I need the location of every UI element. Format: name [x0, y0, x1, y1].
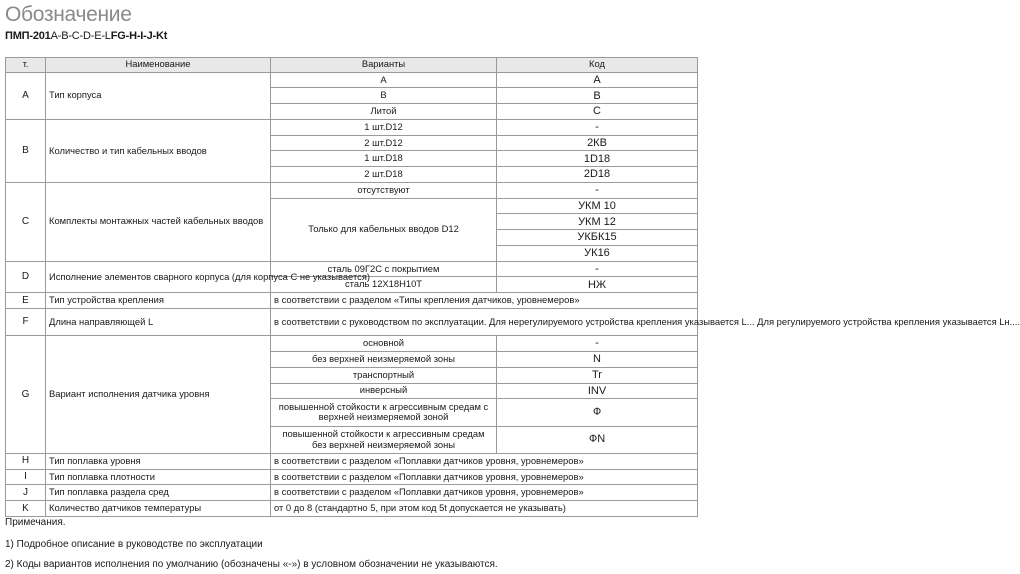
code-cell: INV	[497, 383, 698, 399]
code-cell: -	[497, 119, 698, 135]
variant-cell: без верхней неизмеряемой зоны	[271, 352, 497, 368]
notes-heading: Примечания.	[5, 517, 66, 528]
code-suffix: FG-H-I-J-Kt	[110, 30, 168, 42]
row-letter: I	[6, 469, 46, 485]
row-name: Количество и тип кабельных вводов	[46, 119, 271, 182]
header-t: т.	[6, 58, 46, 73]
code-cell: УКБК15	[497, 230, 698, 246]
table-row	[6, 453, 698, 469]
variant-cell: в соответствии с руководством по эксплуатации. Для нерегулируемого устройства крепления указывается L... Для регулируемого устройства крепления указывается Lн....	[271, 308, 698, 335]
variant-cell: в соответствии с разделом «Типы крепления датчиков, уровнемеров»	[271, 293, 698, 309]
row-letter: C	[6, 182, 46, 261]
code-cell: Ф	[497, 399, 698, 426]
note-item: 1) Подробное описание в руководстве по эксплуатации	[5, 539, 263, 550]
code-cell: УК16	[497, 245, 698, 261]
row-name: Тип поплавка плотности	[46, 469, 271, 485]
row-name: Комплекты монтажных частей кабельных вводов	[46, 182, 271, 261]
table-row	[6, 182, 698, 198]
table-row	[6, 485, 698, 501]
variant-cell: инверсный	[271, 383, 497, 399]
code-cell: 2КВ	[497, 135, 698, 151]
row-letter: K	[6, 501, 46, 517]
row-name: Тип корпуса	[46, 72, 271, 119]
code-cell: -	[497, 336, 698, 352]
header-variants: Варианты	[271, 58, 497, 73]
page-title: Обозначение	[5, 3, 132, 26]
variant-cell: повышенной стойкости к агрессивным средам без верхней неизмеряемой зоны	[271, 426, 497, 453]
row-name: Количество датчиков температуры	[46, 501, 271, 517]
variant-cell: A	[271, 72, 497, 88]
code-middle: A-B-C-D-E-L	[50, 30, 111, 42]
variant-cell: в соответствии с разделом «Поплавки датчиков уровня, уровнемеров»	[271, 453, 698, 469]
row-letter: A	[6, 72, 46, 119]
row-letter: G	[6, 336, 46, 454]
table-row	[6, 72, 698, 88]
row-name: Длина направляющей L	[46, 308, 271, 335]
variant-cell: основной	[271, 336, 497, 352]
variant-cell: отсутствуют	[271, 182, 497, 198]
code-cell: НЖ	[497, 277, 698, 293]
row-name: Тип поплавка уровня	[46, 453, 271, 469]
code-cell: N	[497, 352, 698, 368]
code-cell: 1D18	[497, 151, 698, 167]
header-name: Наименование	[46, 58, 271, 73]
variant-cell: Только для кабельных вводов D12	[271, 198, 497, 261]
code-cell: A	[497, 72, 698, 88]
code-prefix: ПМП-201	[5, 30, 51, 42]
variant-cell: в соответствии с разделом «Поплавки датчиков уровня, уровнемеров»	[271, 469, 698, 485]
row-name: Тип устройства крепления	[46, 293, 271, 309]
table-row	[6, 293, 698, 309]
variant-cell: повышенной стойкости к агрессивным средам с верхней неизмеряемой зоной	[271, 399, 497, 426]
code-cell: ФN	[497, 426, 698, 453]
row-letter: J	[6, 485, 46, 501]
variant-cell: 1 шт.D18	[271, 151, 497, 167]
variant-cell: 1 шт.D12	[271, 119, 497, 135]
variant-cell: сталь 09Г2С с покрытием	[271, 261, 497, 277]
row-name: Вариант исполнения датчика уровня	[46, 336, 271, 454]
variant-cell: от 0 до 8 (стандартно 5, при этом код 5t допускается не указывать)	[271, 501, 698, 517]
row-name: Тип поплавка раздела сред	[46, 485, 271, 501]
table-row	[6, 469, 698, 485]
table-header-row	[6, 58, 698, 73]
row-letter: F	[6, 308, 46, 335]
code-cell: C	[497, 104, 698, 120]
variant-cell: сталь 12Х18Н10Т	[271, 277, 497, 293]
table-row	[6, 261, 698, 277]
variant-cell: 2 шт.D12	[271, 135, 497, 151]
table-row	[6, 336, 698, 352]
code-cell: УКМ 10	[497, 198, 698, 214]
variant-cell: в соответствии с разделом «Поплавки датчиков уровня, уровнемеров»	[271, 485, 698, 501]
row-letter: H	[6, 453, 46, 469]
variant-cell: B	[271, 88, 497, 104]
table-row	[6, 308, 698, 335]
note-item: 2) Коды вариантов исполнения по умолчанию (обозначены «-») в условном обозначении не указываются.	[5, 559, 498, 570]
code-cell: Tr	[497, 367, 698, 383]
code-cell: -	[497, 261, 698, 277]
variant-cell: 2 шт.D18	[271, 167, 497, 183]
code-cell: -	[497, 182, 698, 198]
code-cell: 2D18	[497, 167, 698, 183]
row-letter: E	[6, 293, 46, 309]
header-code: Код	[497, 58, 698, 73]
variant-cell: транспортный	[271, 367, 497, 383]
row-letter: B	[6, 119, 46, 182]
variant-cell: Литой	[271, 104, 497, 120]
code-cell: B	[497, 88, 698, 104]
table-row	[6, 501, 698, 517]
row-letter: D	[6, 261, 46, 293]
table-row	[6, 119, 698, 135]
designation-table	[5, 57, 1020, 517]
code-cell: УКМ 12	[497, 214, 698, 230]
row-name: Исполнение элементов сварного корпуса (для корпуса С не указывается)	[46, 261, 271, 293]
designation-code	[5, 30, 167, 42]
